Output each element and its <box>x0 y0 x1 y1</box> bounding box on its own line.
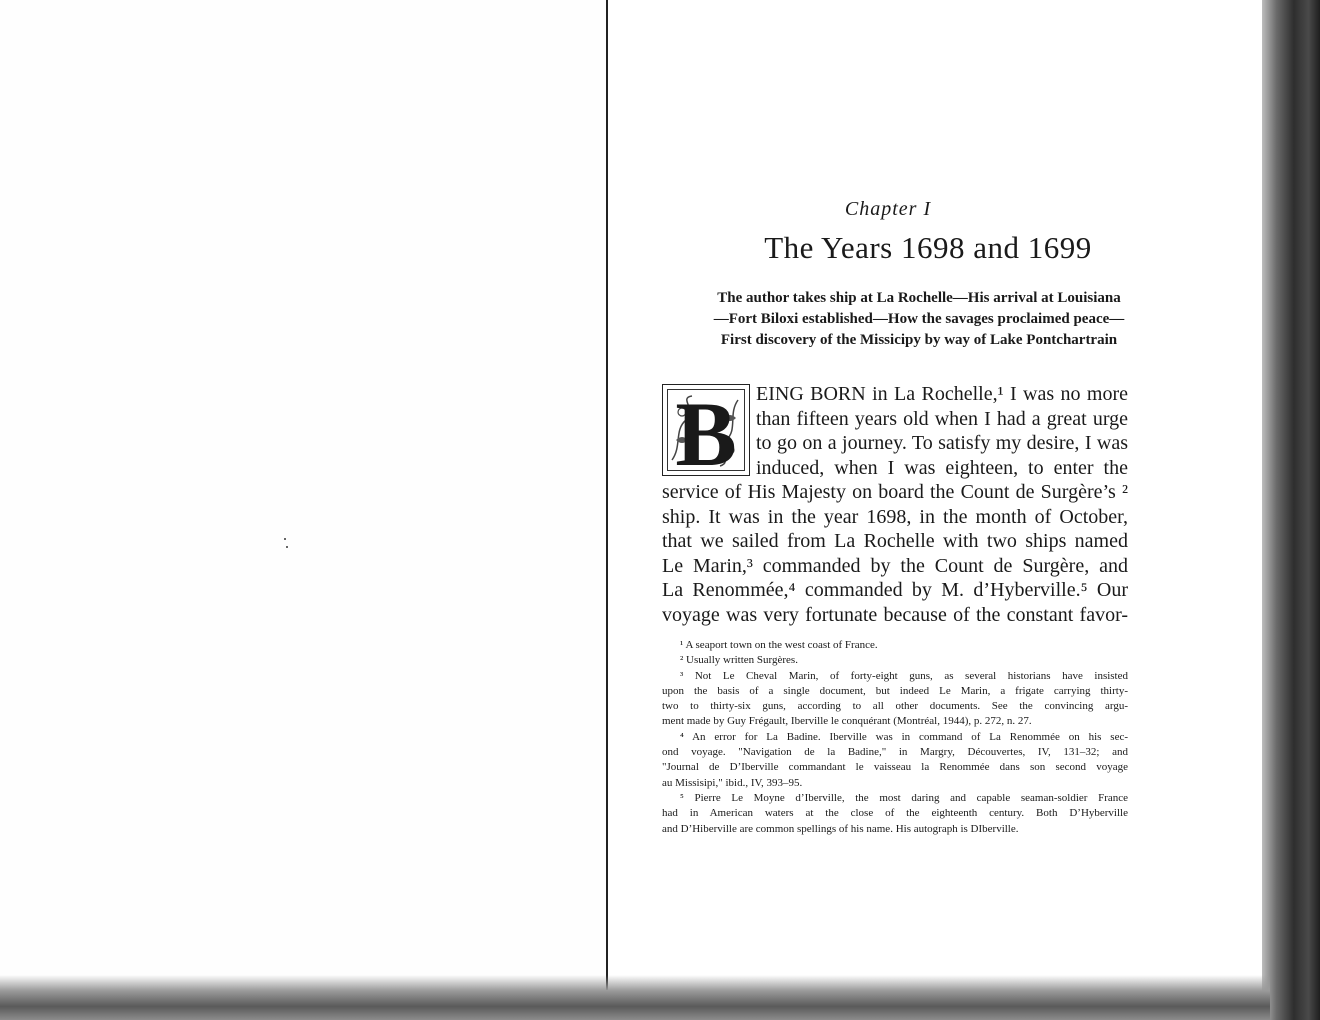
footnote-line: ond voyage. "Navigation de la Badine," in Margry, Découvertes, IV, 131–32; and <box>662 746 1128 759</box>
scan-speck <box>286 546 288 548</box>
body-line: service of His Majesty on board the Count de Surgère’s ² <box>662 481 1128 503</box>
footnote-line: ² Usually written Surgères. <box>680 654 798 667</box>
footnotes <box>662 638 1128 837</box>
footnote-line: upon the basis of a single document, but indeed Le Marin, a frigate carrying thirty- <box>662 684 1128 697</box>
footnote-line: ment made by Guy Frégault, Iberville le conquérant (Montréal, 1944), p. 272, n. 27. <box>662 715 1032 728</box>
synopsis-line: The author takes ship at La Rochelle—His arrival at Louisiana <box>717 290 1121 306</box>
dropcap-frame <box>667 389 745 471</box>
footnote-line: "Journal de D’Iberville commandant le vaisseau la Renommée dans son second voyage <box>662 761 1128 774</box>
footnote-line: had in American waters at the close of the eighteenth century. Both D’Hyberville <box>662 807 1128 820</box>
body-line: voyage was very fortunate because of the constant favor- <box>662 603 1128 626</box>
body-line: to go on a journey. To satisfy my desire, I was <box>756 432 1128 454</box>
body-line: Le Marin,³ commanded by the Count de Surgère, and <box>662 554 1128 577</box>
footnote-line: au Missisipi," ibid., IV, 393–95. <box>662 776 803 789</box>
dropcap-letter: B <box>675 389 737 471</box>
chapter-synopsis <box>660 288 1178 351</box>
ornamental-dropcap <box>662 384 750 476</box>
footnote-line: two to thirty-six guns, according to all other documents. See the convincing argu- <box>662 700 1128 713</box>
body-line: EING BORN in La Rochelle,¹ I was no more <box>756 383 1128 405</box>
footnote-line: ³ Not Le Cheval Marin, of forty-eight guns, as several historians have insisted <box>680 669 1128 682</box>
footnote-line: ⁴ An error for La Badine. Iberville was in command of La Renommée on his sec- <box>680 730 1128 743</box>
footnote-line: ¹ A seaport town on the west coast of France. <box>680 639 878 651</box>
body-line: that we sailed from La Rochelle with two ships named <box>662 530 1128 552</box>
footnote <box>662 638 1128 653</box>
footnote <box>662 791 1128 837</box>
page-edge-shadow <box>1262 0 1320 1020</box>
bottom-scan-shadow <box>0 975 1270 1020</box>
footnote <box>662 669 1128 730</box>
body-line: than fifteen years old when I had a great urge <box>756 407 1128 430</box>
body-line: induced, when I was eighteen, to enter the <box>756 456 1128 479</box>
body-line: ship. It was in the year 1698, in the month of October, <box>662 505 1128 528</box>
footnote <box>662 730 1128 791</box>
scan-speck <box>284 538 286 540</box>
body-text <box>662 382 1128 627</box>
footnote-line: and D’Hiberville are common spellings of his name. His autograph is DIberville. <box>662 822 1019 835</box>
synopsis-line: —Fort Biloxi established—How the savages proclaimed peace— <box>713 311 1125 327</box>
chapter-title: The Years 1698 and 1699 <box>764 230 1092 265</box>
left-page-blank <box>0 0 606 1020</box>
body-line: La Renommée,⁴ commanded by M. d’Hyberville.⁵ Our <box>662 579 1128 601</box>
chapter-label: Chapter I <box>844 198 932 220</box>
synopsis-line: First discovery of the Missicipy by way of Lake Pontchartrain <box>720 332 1118 348</box>
footnote-line: ⁵ Pierre Le Moyne d’Iberville, the most daring and capable seaman-soldier France <box>680 791 1128 804</box>
footnote <box>662 653 1128 668</box>
